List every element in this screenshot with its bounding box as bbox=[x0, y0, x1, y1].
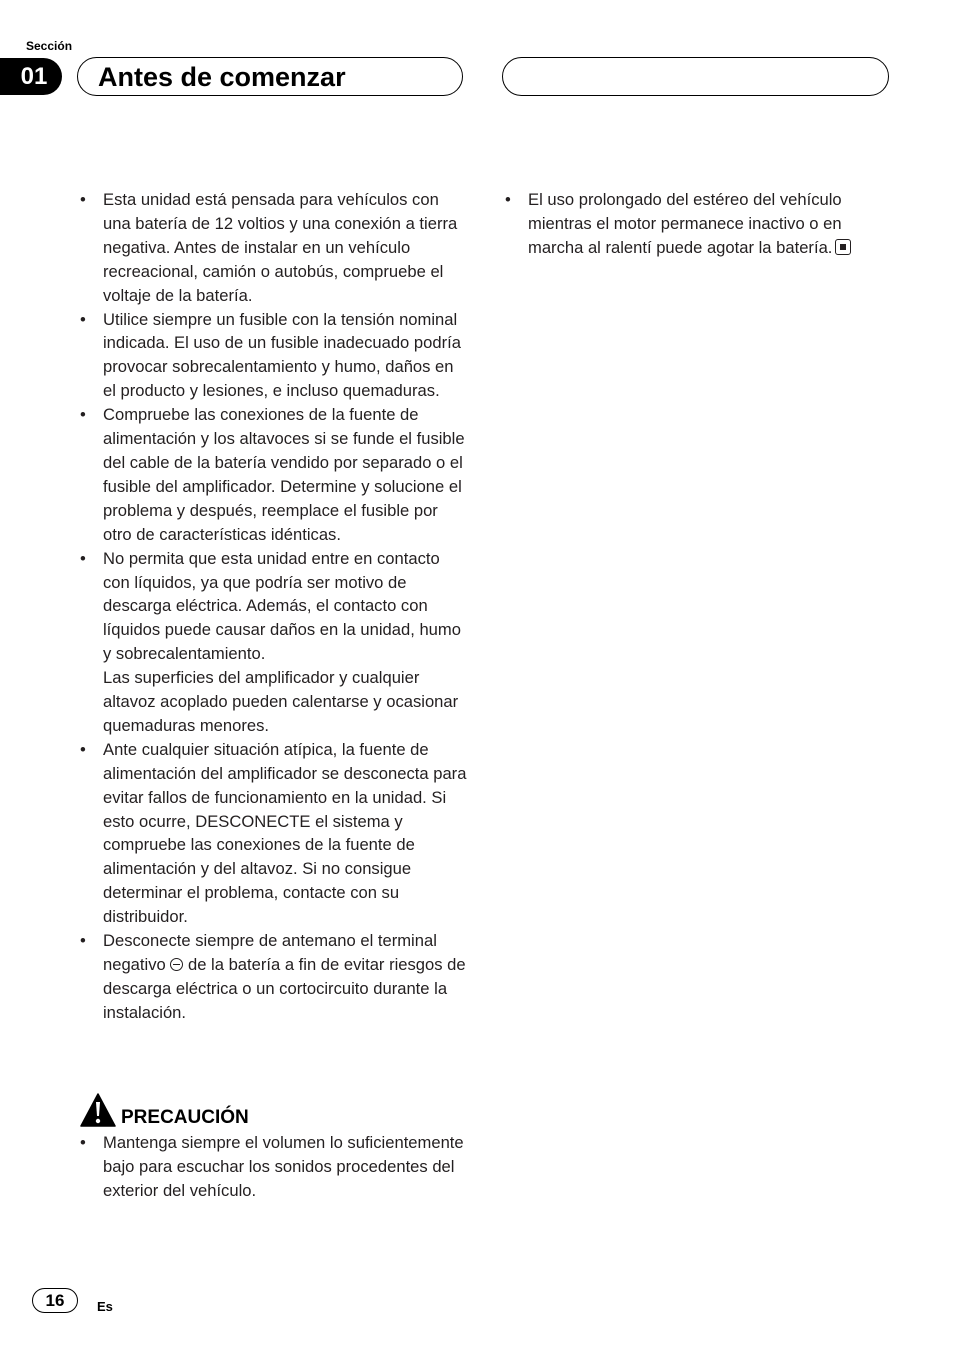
page-title: Antes de comenzar bbox=[98, 62, 346, 92]
minus-circle-icon bbox=[170, 958, 183, 971]
bullet-icon: • bbox=[80, 405, 86, 425]
list-item-text-after: de la batería a fin de evitar riesgos de descarga eléctrica o un cortocircuito durante la instalación. bbox=[103, 955, 466, 1022]
list-item-text: Mantenga siempre el volumen lo suficientemente bajo para escuchar los sonidos procedentes del exterior del vehículo. bbox=[103, 1133, 464, 1200]
list-item-text: Utilice siempre un fusible con la tensión nominal indicada. El uso de un fusible inadecuado podría provocar sobrecalentamiento y humo, daños en el producto y lesiones, e incluso quemaduras. bbox=[103, 309, 461, 401]
list-item bbox=[80, 403, 468, 546]
bullet-icon: • bbox=[80, 548, 86, 568]
list-item-text: El uso prolongado del estéreo del vehículo mientras el motor permanece inactivo o en marcha al ralentí puede agotar la batería. bbox=[528, 190, 842, 257]
warning-triangle-icon bbox=[80, 1093, 116, 1127]
right-header-box bbox=[502, 57, 889, 96]
bullet-icon: • bbox=[80, 190, 86, 209]
title-box bbox=[77, 57, 463, 96]
list-item bbox=[505, 188, 885, 260]
bullet-list bbox=[80, 188, 468, 1025]
page-number: 16 bbox=[32, 1288, 78, 1313]
bullet-icon: • bbox=[80, 309, 86, 329]
left-column bbox=[80, 188, 468, 1025]
list-item-text-before: Desconecte siempre de antemano el terminal negativo bbox=[103, 931, 437, 974]
list-item bbox=[80, 929, 468, 1025]
section-number-tab: 01 bbox=[0, 58, 62, 95]
list-item bbox=[80, 738, 468, 929]
list-item bbox=[80, 188, 468, 308]
list-item-text: No permita que esta unidad entre en contacto con líquidos, ya que podría ser motivo de descarga eléctrica. Además, el contacto con líquidos puede causar daños en la unidad, humo y sobrecalentamiento. bbox=[103, 548, 461, 664]
bullet-icon: • bbox=[80, 931, 86, 951]
caution-list bbox=[80, 1131, 468, 1203]
list-item bbox=[80, 1131, 468, 1203]
language-code: Es bbox=[97, 1299, 113, 1314]
bullet-icon: • bbox=[505, 190, 511, 209]
caution-heading bbox=[80, 1093, 380, 1133]
end-of-section-icon bbox=[835, 239, 851, 255]
right-column bbox=[505, 188, 885, 260]
list-item bbox=[80, 308, 468, 404]
list-item-text-continued: Las superficies del amplificador y cualquier altavoz acoplado pueden calentarse y ocasionar quemaduras menores. bbox=[103, 668, 459, 735]
bullet-list bbox=[80, 1131, 468, 1203]
bullet-icon: • bbox=[80, 1133, 86, 1152]
list-item-text: Ante cualquier situación atípica, la fuente de alimentación del amplificador se desconecta para evitar fallos de funcionamiento en la unidad. Si esto ocurre, DESCONECTE el sistema y compruebe las conexiones de la fuente de alimentación y del altavoz. Si no consigue determinar el problema, contacte con su distribuidor. bbox=[103, 739, 467, 927]
list-item bbox=[80, 547, 468, 738]
list-item-text: Esta unidad está pensada para vehículos con una batería de 12 voltios y una conexión a tierra negativa. Antes de instalar en un vehículo recreacional, camión o autobús, compruebe el voltaje de la batería. bbox=[103, 190, 458, 305]
bullet-list bbox=[505, 188, 885, 260]
list-item-text: Compruebe las conexiones de la fuente de alimentación y los altavoces si se funde el fusible del cable de la batería vendido por separado o el fusible del amplificador. Determine y solucione el problema y después, reemplace el fusible por otro de características idénticas. bbox=[103, 405, 465, 544]
section-label: Sección bbox=[26, 39, 73, 53]
caution-title: PRECAUCIÓN bbox=[121, 1107, 249, 1128]
bullet-icon: • bbox=[80, 739, 86, 759]
